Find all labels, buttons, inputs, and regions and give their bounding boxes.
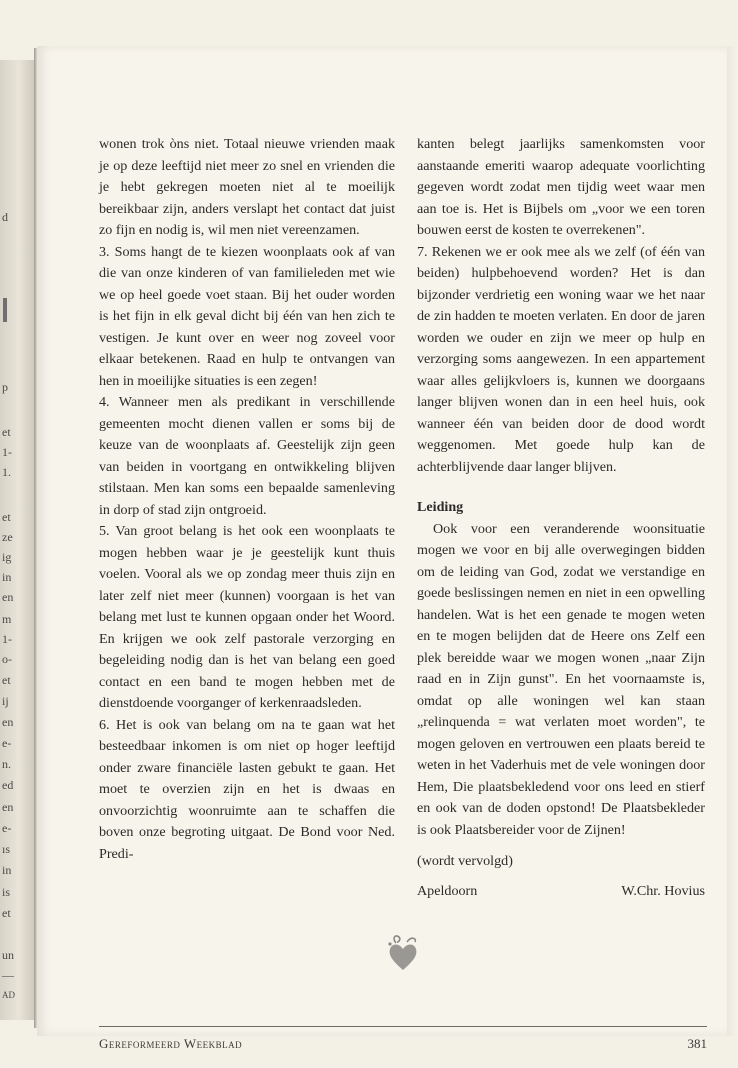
prev-fragment: — [2,968,14,982]
prev-fragment: en [2,715,14,729]
prev-fragment: ij [2,694,9,708]
right-column [417,134,705,902]
prev-fragment: ze [2,530,13,544]
prev-fragment: ıs [2,842,11,856]
prev-fragment: et [2,673,11,687]
prev-fragment: et [2,425,11,439]
paragraph: 6. Het is ook van belang om na te gaan wat het besteedbaar inkomen is om niet op hoger leeftijd onder zware financiële lasten gebukt te gaan. Het moet te overzien zijn en het is dwaas en onvoorzichtig woonruimte aan te schaffen die boven onze begroting uitgaat. De Bond voor Ned. Predi- [99,716,395,862]
publication-title: Gereformeerd Weekblad [99,1036,243,1051]
prev-fragment: ed [2,778,14,792]
paragraph: wonen trok òns niet. Totaal nieuwe vrienden maak je op deze leeftijd niet meer zo snel en vrienden die je hebt gekregen moeten niet al te moeilijk bereikbaar zijn, anders verslapt het contact dat juist zo fijn en nodig is, wil men niet vereenzamen. [99,136,395,238]
previous-page-marker [3,298,7,322]
signature-line [417,881,705,903]
page-edge-shadow [727,46,738,1036]
prev-fragment: e- [2,736,12,750]
author-name: W.Chr. Hovius [621,882,705,899]
continued-note: (wordt vervolgd) [417,853,513,869]
prev-fragment: ig [2,550,12,564]
prev-fragment: is [2,885,11,899]
heart-ornament-icon [386,934,420,974]
footer-rule [99,1026,707,1027]
paragraph: 5. Van groot belang is het ook een woonplaats te mogen hebben waar je je geestelijk kunt thuis voelen. Vooral als we op zondag meer thuis zijn en later zelf niet meer (kunnen) voorgaan is het van belang met lust te kunnen opgaan onder het Woord. En krijgen we ook zelf pastorale verzorging en begeleiding nodig dan is het van belang een goed contact en een band te mogen hebben met de dienstdoende voorganger of kerkenraadsleden. [99,523,395,711]
prev-fragment: o- [2,652,12,666]
prev-fragment: m [2,612,12,626]
prev-fragment: en [2,590,14,604]
prev-fragment: d [2,210,8,224]
paragraph: kanten belegt jaarlijks samenkomsten voor aanstaande emeriti waarop adequate voorlichting gegeven wordt zodat men tijdig weet waar men aan toe is. Het is Bijbels om „voor we een toren bouwen eerst de kosten te overrekenen". [417,136,705,238]
paragraph: 3. Soms hangt de te kiezen woonplaats ook af van die van onze kinderen of van familieleden met wie we op heel goede voet staan. Bij het ouder worden is het fijn in elk geval dicht bij één van hen zich te vestigen. Je kunt over en weer nog zoveel voor elkaar betekenen. Raad en hulp te ontvangen van hen in moeilijke situaties is een zegen! [99,243,395,389]
prev-fragment: e- [2,821,12,835]
paragraph: 4. Wanneer men als predikant in verschillende gemeenten mocht dienen vallen er soms bij de keuze van de woonplaats af. Geestelijk zijn geen van beiden in voortgang en ontwikkeling blijven stilstaan. Men kan soms een bepaalde samenleving in dorp of stad zijn ontgroeid. [99,394,395,518]
prev-fragment: 1. [2,465,11,479]
prev-fragment: in [2,570,12,584]
previous-page-edge [0,60,34,1020]
prev-fragment: in [2,863,12,877]
prev-fragment: en [2,800,14,814]
prev-fragment: 1- [2,632,12,646]
section-heading: Leiding [417,499,464,515]
prev-fragment: et [2,510,11,524]
left-column [99,134,395,865]
prev-fragment: p [2,380,8,394]
magazine-page [37,46,727,1051]
prev-fragment: 1- [2,445,12,459]
prev-fragment: et [2,906,11,920]
prev-fragment: un [2,948,14,962]
prev-fragment: AD [2,990,15,1000]
paragraph: 7. Rekenen we er ook mee als we zelf (of één van beiden) hulpbehoevend worden? Het is dan bijzonder verdrietig een woning waar we het naar de zin hadden te moeten verlaten. En door de jaren worden we ouder en zijn we meer op hulp en verzorging soms aangewezen. In een appartement waar alles gelijkvloers is, kunnen we doorgaans langer blijven wonen dan in een heel huis, ook wanneer één van beiden door de dood wordt weggenomen. Met goede hulp kan de achterblijvende daar langer blijven. [417,243,705,475]
page-number: 381 [687,1036,707,1051]
paragraph: Ook voor een veranderende woonsituatie mogen we voor en bij alle overwegingen bidden om de leiding van God, zodat we verstandige en goede beslissingen nemen en niet in een opwelling handelen. Wat is het een genade te mogen weten en te mogen belijden dat de Heere ons Zelf een plek bereidde waar we mogen wonen „naar Zijn raad en in Zijn gunst". En het voornaamste is, omdat op alle woningen wel kan staan „relinquenda = wat verlaten moet worden", te mogen geloven en vertrouwen een plaats bereid te weten in het Vaderhuis met de vele woningen door Hem, Die plaatsbekledend voor ons leed en stierf en ook van de doden opstond! De Plaatsbekleder is ook Plaatsbereider voor de Zijnen! [417,520,705,838]
prev-fragment: n. [2,757,11,771]
place-name: Apeldoorn [417,882,478,899]
